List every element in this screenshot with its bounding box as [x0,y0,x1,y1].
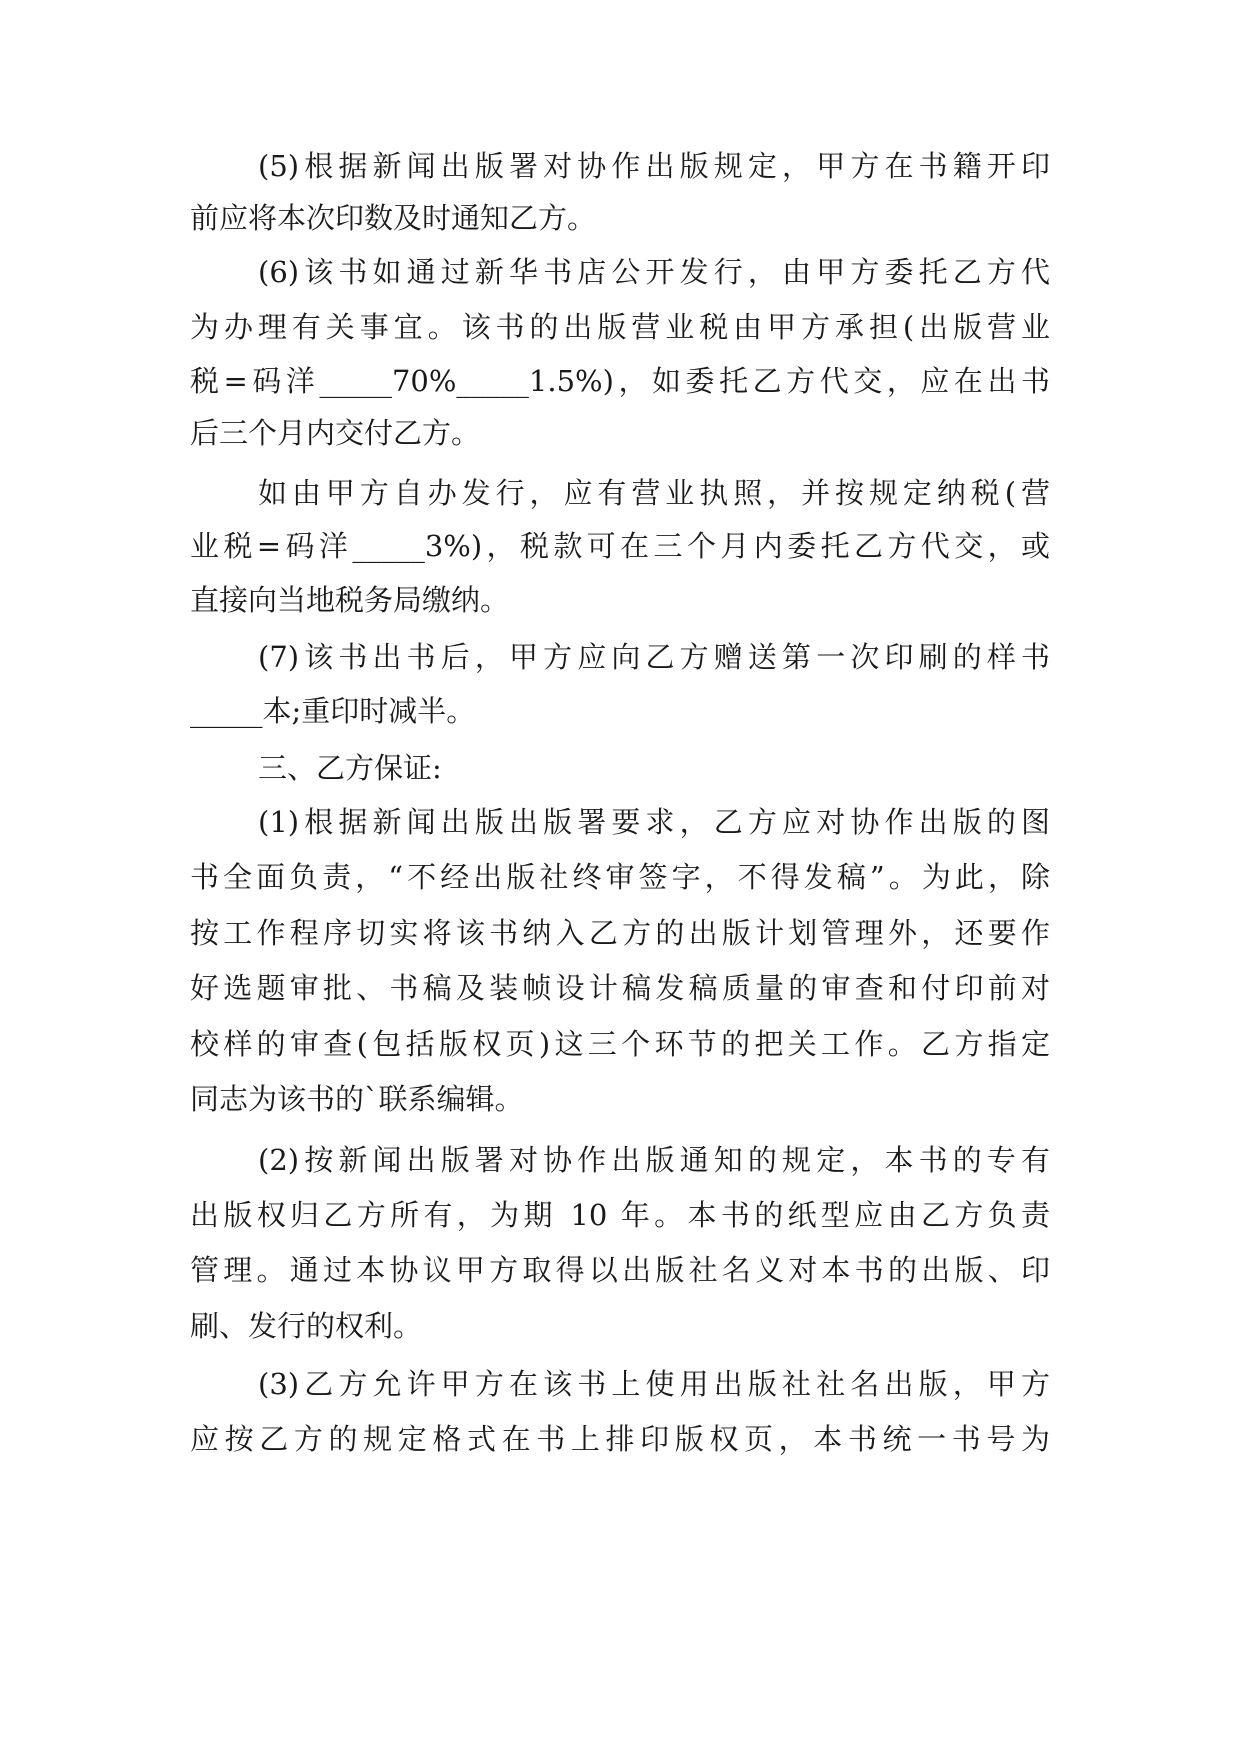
text-line: (3)乙方允许甲方在该书上使用出版社社名出版，甲方 [258,1367,1050,1401]
text-line: 业税=码洋_____3%)，税款可在三个月内委托乙方代交，或 [190,529,1050,563]
text-line: 好选题审批、书稿及装帧设计稿发稿质量的审查和付印前对 [190,971,1050,1005]
text-line: (6)该书如通过新华书店公开发行，由甲方委托乙方代 [258,255,1050,289]
text-line: 应按乙方的规定格式在书上排印版权页，本书统一书号为 [190,1422,1050,1456]
section-heading: 三、乙方保证: [258,751,442,785]
text-line: 后三个月内交付乙方。 [190,416,481,450]
text-line: 直接向当地税务局缴纳。 [190,583,510,617]
text-line: 前应将本次印数及时通知乙方。 [190,201,597,235]
text-line: _____本;重印时减半。 [190,694,476,728]
text-line: 如由甲方自办发行，应有营业执照，并按规定纳税(营 [258,476,1050,510]
text-line: 刷、发行的权利。 [190,1309,423,1343]
text-line: 税=码洋_____70%_____1.5%)，如委托乙方代交，应在出书 [190,364,1050,398]
text-line: 书全面负责，“不经出版社终审签字，不得发稿”。为此，除 [190,860,1050,894]
text-line: (5)根据新闻出版署对协作出版规定，甲方在书籍开印 [258,149,1050,183]
text-line: 同志为该书的`联系编辑。 [190,1082,524,1116]
text-line: 按工作程序切实将该书纳入乙方的出版计划管理外，还要作 [190,916,1050,950]
text-line: 为办理有关事宜。该书的出版营业税由甲方承担(出版营业 [190,310,1050,344]
text-line: (1)根据新闻出版出版署要求，乙方应对协作出版的图 [258,805,1050,839]
text-line: (7)该书出书后，甲方应向乙方赠送第一次印刷的样书 [258,640,1050,674]
text-line: (2)按新闻出版署对协作出版通知的规定，本书的专有 [258,1143,1050,1177]
text-line: 校样的审查(包括版权页)这三个环节的把关工作。乙方指定 [190,1027,1050,1061]
text-line: 出版权归乙方所有，为期 10 年。本书的纸型应由乙方负责 [190,1198,1050,1232]
text-line: 管理。通过本协议甲方取得以出版社名义对本书的出版、印 [190,1253,1050,1287]
